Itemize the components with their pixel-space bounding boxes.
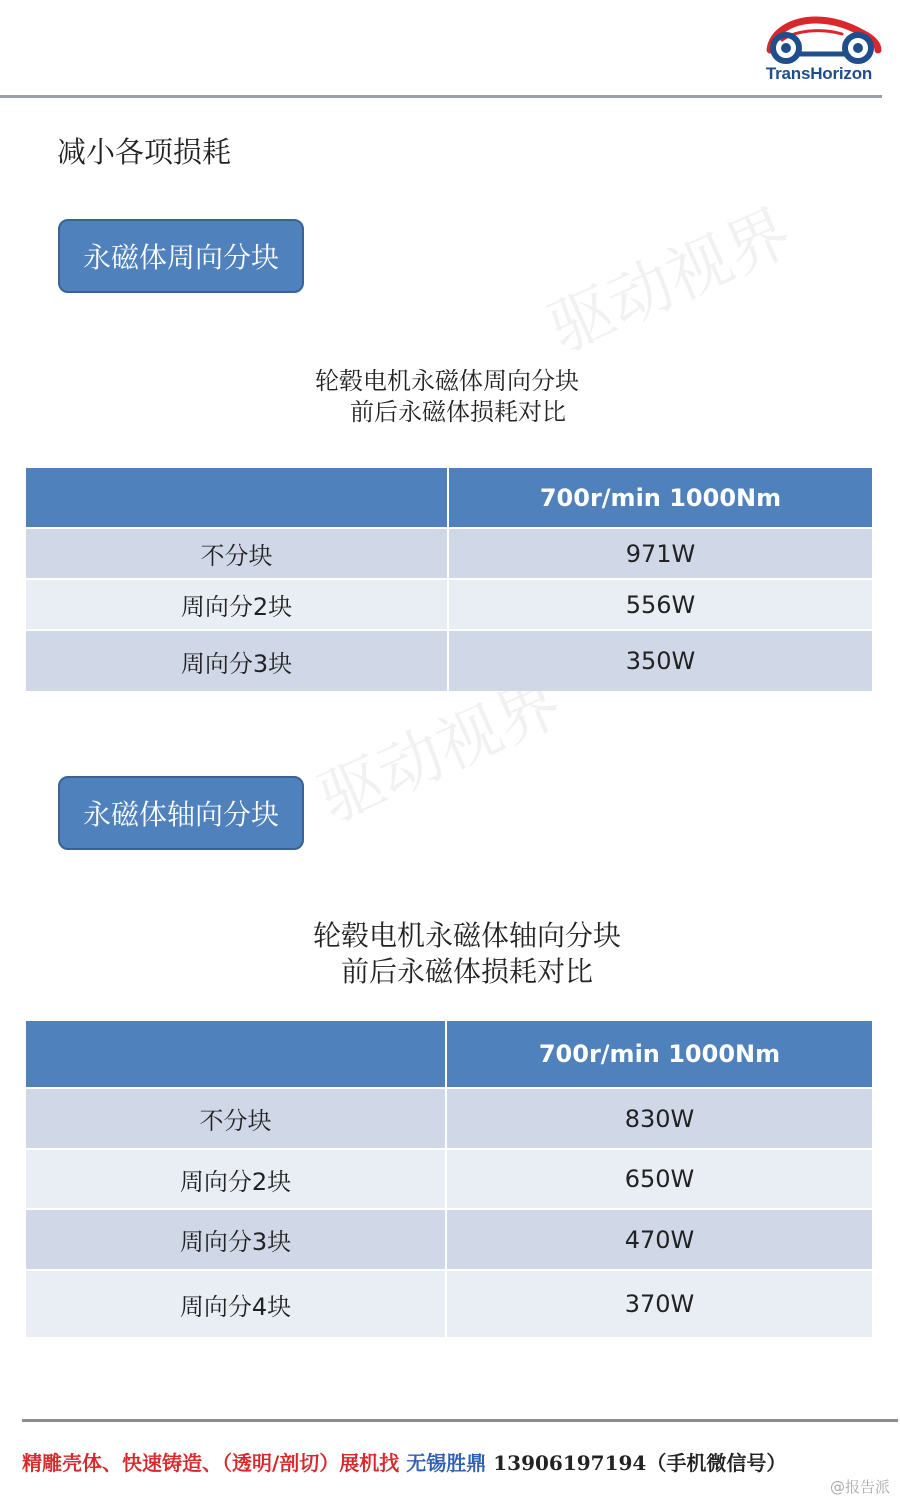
table-header-cell [26,1021,446,1088]
table-cell: 350W [448,630,872,691]
table-cell: 周向分2块 [26,1149,446,1209]
footer-advert-phone: 13906197194（手机微信号） [493,1451,787,1475]
table-cell: 556W [448,579,872,630]
section-button-axial[interactable]: 永磁体轴向分块 [58,776,304,850]
table-row [26,630,872,691]
transhorizon-logo [752,10,886,86]
table-cell: 370W [446,1270,872,1337]
table-cell: 周向分4块 [26,1270,446,1337]
loss-table-axial [26,1021,872,1337]
table-cell: 650W [446,1149,872,1209]
table-row [26,528,872,579]
watermark: 驱动视界 [538,195,803,368]
table-row [26,579,872,630]
footer-divider [22,1419,898,1422]
table-cell: 周向分2块 [26,579,448,630]
table-row [26,1270,872,1337]
section-button-circumferential[interactable]: 永磁体周向分块 [58,219,304,293]
page-title: 减小各项损耗 [57,135,232,169]
footer-advert-red: 精雕壳体、快速铸造、（透明/剖切）展机找 [22,1451,400,1475]
table-header-cell: 700r/min 1000Nm [448,468,872,528]
table-cell: 470W [446,1209,872,1270]
table-header-cell: 700r/min 1000Nm [446,1021,872,1088]
table-row [26,1209,872,1270]
table-cell: 不分块 [26,528,448,579]
loss-table-circumferential [26,468,872,691]
caption-line: 轮毂电机永磁体周向分块 [315,367,579,395]
watermark: 驱动视界 [308,665,573,838]
caption-line: 前后永磁体损耗对比 [350,398,566,426]
table-cell: 830W [446,1088,872,1149]
footer-advert [22,1447,786,1476]
table-cell: 周向分3块 [26,1209,446,1270]
table-cell: 971W [448,528,872,579]
car-swirl-logo-icon [752,10,886,66]
footer-advert-company: 无锡胜鼎 [406,1451,487,1475]
brand-name: TransHorizon [765,64,873,83]
table-cell: 不分块 [26,1088,446,1149]
table-header-cell [26,468,448,528]
table-cell: 周向分3块 [26,630,448,691]
source-credit: @报告派 [829,1478,890,1496]
table-row [26,1149,872,1209]
table-caption [0,918,900,990]
table-caption [0,366,900,428]
header-divider [0,95,882,98]
table-row [26,1088,872,1149]
caption-line: 前后永磁体损耗对比 [340,955,593,988]
caption-line: 轮毂电机永磁体轴向分块 [312,919,621,952]
